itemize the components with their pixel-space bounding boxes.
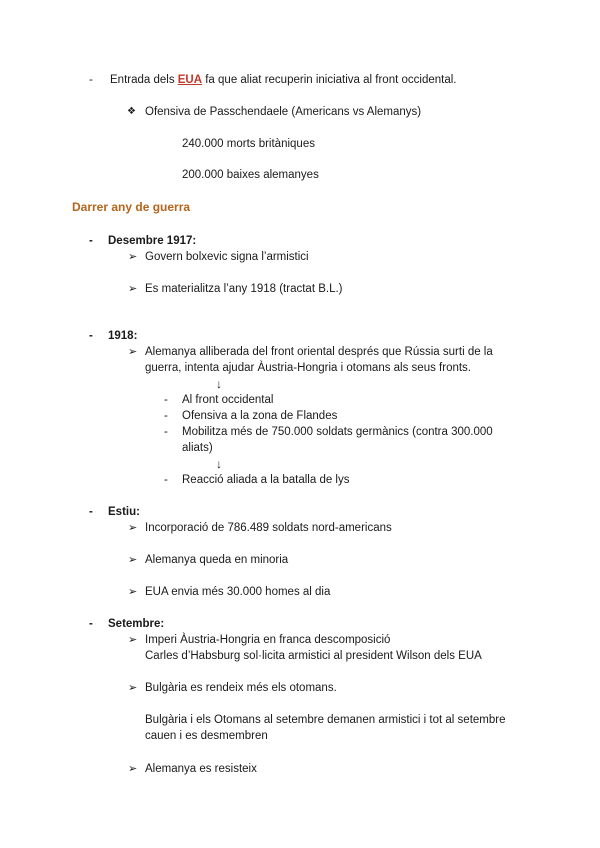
- list-item: Imperi Àustria-Hongria en franca descomposició: [145, 634, 391, 646]
- paragraph-line: guerra, intenta ajudar Àustria-Hongria i otomans als seus fronts.: [145, 362, 471, 374]
- sub-bullet-dash: -: [164, 426, 168, 438]
- sub-list-item-continuation: aliats): [182, 442, 213, 454]
- sub-bullet-dash: -: [164, 474, 168, 486]
- stat-german-casualties: 200.000 baixes alemanyes: [182, 169, 319, 181]
- bullet-dash: -: [89, 506, 93, 518]
- heading-desembre-1917: Desembre 1917:: [108, 235, 197, 247]
- arrow-bullet-icon: ➢: [128, 586, 138, 598]
- list-item: EUA envia més 30.000 homes al dia: [145, 586, 331, 598]
- paragraph-line: cauen i es desmembren: [145, 730, 268, 742]
- sub-bullet-dash: -: [164, 394, 168, 406]
- list-item: Govern bolxevic signa l’armistici: [145, 251, 309, 263]
- intro-line: [110, 73, 456, 87]
- arrow-bullet-icon: ➢: [128, 682, 138, 694]
- sub-list-item: Mobilitza més de 750.000 soldats germànics (contra 300.000: [182, 426, 493, 438]
- heading-1918: 1918:: [108, 330, 138, 342]
- arrow-bullet-icon: ➢: [128, 346, 138, 358]
- sub-list-item: Ofensiva a la zona de Flandes: [182, 410, 338, 422]
- list-item: Es materialitza l’any 1918 (tractat B.L.): [145, 283, 343, 295]
- eua-text: EUA: [177, 74, 203, 86]
- intro-post: fa que aliat recuperin iniciativa al front occidental.: [202, 74, 457, 86]
- arrow-bullet-icon: ➢: [128, 251, 138, 263]
- sub-bullet-dash: -: [164, 410, 168, 422]
- down-arrow-icon: ↓: [216, 457, 222, 471]
- diamond-bullet-icon: ❖: [127, 106, 136, 117]
- sub-list-item: Reacció aliada a la batalla de lys: [182, 474, 350, 486]
- bullet-dash: -: [89, 330, 93, 342]
- arrow-bullet-icon: ➢: [128, 634, 138, 646]
- list-item: Bulgària es rendeix més els otomans.: [145, 682, 337, 694]
- list-item: Alemanya es resisteix: [145, 763, 257, 775]
- arrow-bullet-icon: ➢: [128, 763, 138, 775]
- heading-setembre: Setembre:: [108, 618, 165, 630]
- offensive-line: Ofensiva de Passchendaele (Americans vs Alemanys): [145, 106, 422, 118]
- paragraph-line: Bulgària i els Otomans al setembre demanen armistici i tot al setembre: [145, 714, 506, 726]
- bullet-dash: -: [89, 74, 93, 86]
- paragraph-line: Alemanya alliberada del front oriental després que Rússia surti de la: [145, 346, 493, 358]
- list-item: Incorporació de 786.489 soldats nord-americans: [145, 522, 392, 534]
- arrow-bullet-icon: ➢: [128, 522, 138, 534]
- stat-british-deaths: 240.000 morts britàniques: [182, 138, 315, 150]
- bullet-dash: -: [89, 618, 93, 630]
- arrow-bullet-icon: ➢: [128, 283, 138, 295]
- sub-list-item: Al front occidental: [182, 394, 274, 406]
- list-item-continuation: Carles d’Habsburg sol·licita armistici al president Wilson dels EUA: [145, 650, 482, 662]
- down-arrow-icon: ↓: [216, 377, 222, 391]
- list-item: Alemanya queda en minoria: [145, 554, 289, 566]
- heading-estiu: Estiu:: [108, 506, 140, 518]
- section-title: Darrer any de guerra: [72, 200, 191, 214]
- arrow-bullet-icon: ➢: [128, 554, 138, 566]
- bullet-dash: -: [89, 235, 93, 247]
- intro-pre: Entrada dels: [110, 74, 178, 86]
